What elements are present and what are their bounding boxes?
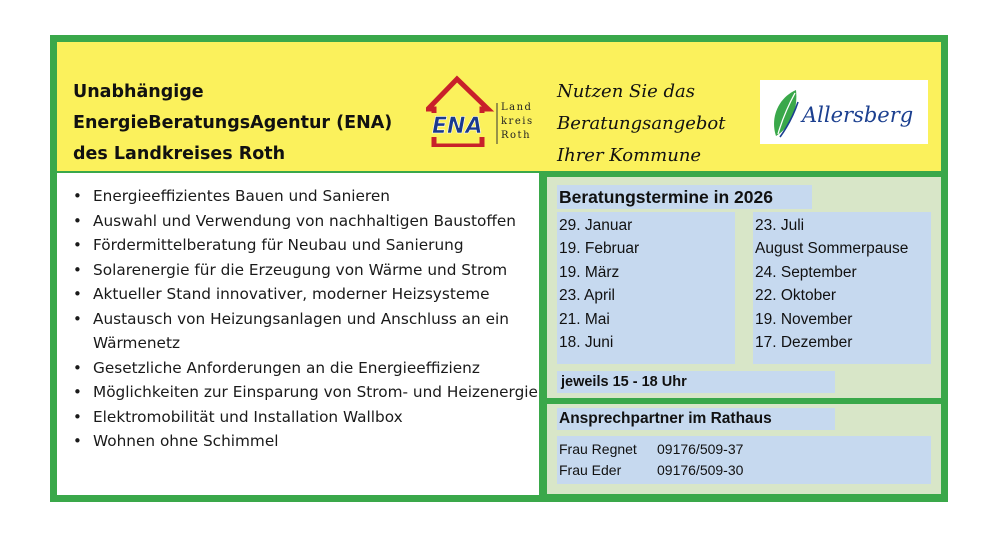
date-item: 23. April — [559, 287, 616, 304]
allersberg-logo — [760, 80, 928, 144]
list-item: • Aktueller Stand innovativer, moderner Heizsysteme — [73, 282, 543, 307]
date-item: 23. Juli — [755, 217, 805, 234]
ena-letters: ENA — [432, 114, 483, 139]
date-item: 19. März — [559, 264, 620, 281]
date-item: 19. Februar — [559, 240, 640, 257]
list-item: • Energieeffizientes Bauen und Sanieren — [73, 184, 543, 209]
ena-side-line: kreis — [501, 116, 534, 127]
list-item: • Gesetzliche Anforderungen an die Energieeffizienz — [73, 356, 543, 381]
allersberg-text: Allersberg — [802, 103, 914, 127]
list-item: • Solarenergie für die Erzeugung von Wärme und Strom — [73, 258, 543, 283]
time-text: jeweils 15 - 18 Uhr — [561, 374, 687, 390]
list-item: • Wohnen ohne Schimmel — [73, 429, 543, 454]
slogan-line: Beratungsangebot — [557, 113, 726, 134]
organization-name — [73, 77, 392, 170]
ena-logo — [426, 75, 544, 147]
contact-name: Frau Regnet — [559, 441, 637, 457]
date-item: 17. Dezember — [755, 334, 853, 351]
slogan-line: Nutzen Sie das — [557, 81, 695, 102]
topics-list — [73, 184, 543, 454]
list-item: • Elektromobilität und Installation Wallbox — [73, 405, 543, 430]
leaf-icon — [774, 90, 798, 137]
org-line: Unabhängige — [73, 82, 204, 102]
ena-side-line: Roth — [501, 130, 532, 141]
date-item: 21. Mai — [559, 311, 610, 328]
date-item: 19. November — [755, 311, 853, 328]
list-item: • Auswahl und Verwendung von nachhaltigen Baustoffen — [73, 209, 543, 234]
date-item: 24. September — [755, 264, 857, 281]
list-item: • Austausch von Heizungsanlagen und Anschluss an ein Wärmenetz — [73, 307, 543, 356]
contact-name: Frau Eder — [559, 462, 622, 478]
contact-phone: 09176/509-30 — [657, 462, 744, 478]
list-item: • Fördermittelberatung für Neubau und Sanierung — [73, 233, 543, 258]
org-line: EnergieBeratungsAgentur (ENA) — [73, 113, 393, 133]
slogan — [557, 76, 726, 172]
date-item: 29. Januar — [559, 217, 633, 234]
ena-side-line: Land — [501, 102, 533, 113]
appointments-title: Beratungstermine in 2026 — [559, 187, 773, 207]
date-item: 18. Juni — [559, 334, 614, 351]
contacts-title: Ansprechpartner im Rathaus — [559, 410, 772, 427]
date-item: August Sommerpause — [755, 240, 909, 257]
date-item: 22. Oktober — [755, 287, 836, 304]
slogan-line: Ihrer Kommune — [557, 145, 702, 166]
contact-phone: 09176/509-37 — [657, 441, 744, 457]
list-item: • Möglichkeiten zur Einsparung von Strom- und Heizenergie — [73, 380, 543, 405]
org-line: des Landkreises Roth — [73, 144, 286, 164]
